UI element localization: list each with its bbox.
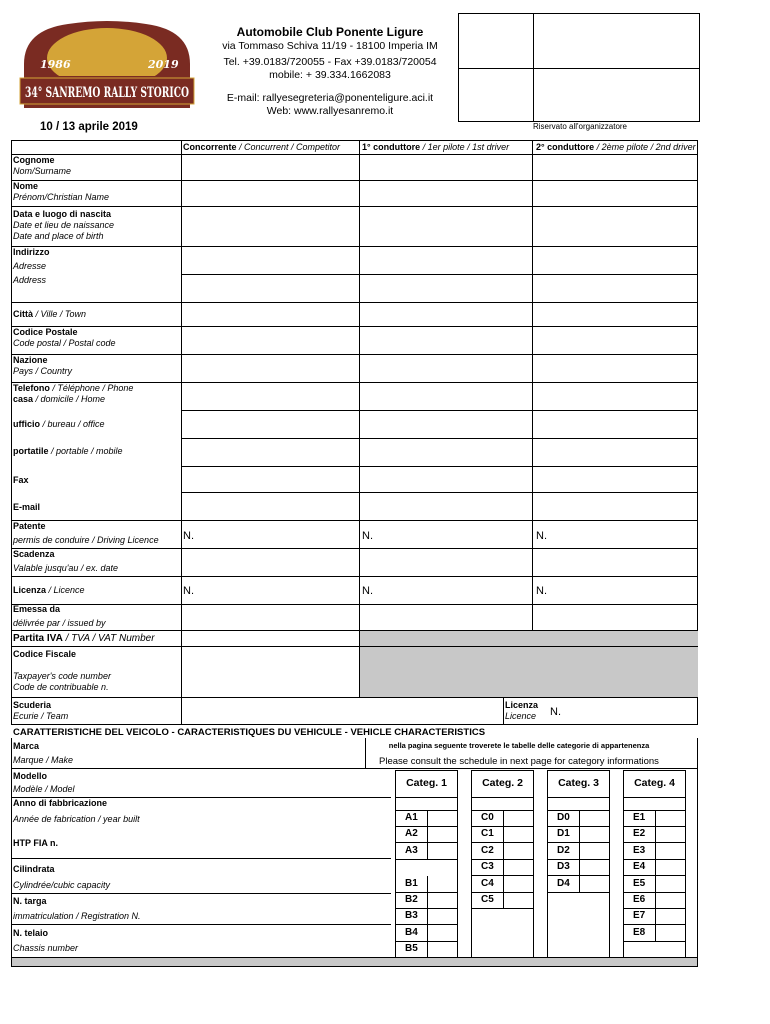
category-checkbox[interactable]: [503, 892, 504, 908]
label-country: Nazione Pays / Country: [13, 355, 73, 376]
category-code: C2: [481, 845, 494, 856]
category-code: E4: [633, 861, 646, 872]
disabled-cell: [360, 631, 698, 646]
category-checkbox[interactable]: [427, 941, 428, 957]
category-checkbox[interactable]: [503, 876, 504, 892]
category-code: C5: [481, 894, 494, 905]
label-vat: Partita IVA / TVA / VAT Number: [13, 633, 155, 644]
vehicle-section-title: CARATTERISTICHE DEL VEICOLO - CARACTERISTIQUES DU VEHICULE - VEHICLE CHARACTERISTICS: [13, 727, 486, 738]
category-code: E1: [633, 812, 646, 823]
category-code: D3: [557, 861, 570, 872]
category-checkbox[interactable]: [427, 908, 428, 924]
row-divider: [547, 892, 610, 893]
row-divider: [623, 941, 686, 942]
row-divider: [181, 274, 698, 275]
column-header-competitor: Concorrente / Concurrent / Competitor: [183, 142, 341, 152]
category-checkbox[interactable]: [579, 843, 580, 859]
label-issued-by: Emessa da délivrée par / issued by: [13, 604, 106, 628]
label-address: Indirizzo Adresse Address: [13, 247, 50, 285]
category-code: B1: [405, 878, 418, 889]
licence-number-prefix: N.: [536, 585, 547, 597]
label-chassis: N. telaio Chassis number: [13, 928, 79, 953]
category-checkbox[interactable]: [655, 826, 656, 842]
category-checkbox[interactable]: [655, 876, 656, 892]
label-team: Scuderia Ecurie / Team: [13, 700, 69, 721]
category-checkbox[interactable]: [579, 826, 580, 842]
category-checkbox[interactable]: [503, 826, 504, 842]
footer-bar: [11, 957, 698, 967]
row-divider: [11, 893, 391, 894]
category-checkbox[interactable]: [655, 892, 656, 908]
club-name: Automobile Club Ponente Ligure: [236, 25, 424, 39]
category-code: D1: [557, 828, 570, 839]
row-divider: [11, 180, 698, 181]
category-code: C1: [481, 828, 494, 839]
category-code: E2: [633, 828, 646, 839]
category-code: C4: [481, 878, 494, 889]
column-divider: [532, 140, 533, 697]
licence-number-prefix: N.: [183, 530, 194, 542]
category-code: B2: [405, 894, 418, 905]
row-divider: [471, 908, 534, 909]
category-code: E6: [633, 894, 646, 905]
category-checkbox[interactable]: [579, 859, 580, 875]
row-divider: [11, 858, 391, 859]
club-mobile: mobile: + 39.334.1662083: [269, 69, 391, 81]
category-note-en: Please consult the schedule in next page for category informations: [379, 756, 659, 767]
label-tax-code: Codice Fiscale Taxpayer's code number Code de contribuable n.: [13, 649, 111, 692]
reserved-box: [458, 13, 700, 122]
logo-year-end: 2019: [148, 58, 179, 71]
category-checkbox[interactable]: [655, 908, 656, 924]
category-checkbox[interactable]: [655, 859, 656, 875]
category-checkbox[interactable]: [503, 859, 504, 875]
category-checkbox[interactable]: [503, 810, 504, 826]
category-code: C0: [481, 812, 494, 823]
row-divider: [181, 410, 698, 411]
label-email: E-mail: [13, 502, 41, 512]
row-divider: [395, 859, 458, 860]
row-divider: [11, 697, 698, 698]
divider: [459, 68, 699, 69]
logo-year-start: 1986: [40, 58, 71, 71]
category-header: Categ. 1: [406, 777, 447, 789]
column-header-driver1: 1° conduttore / 1er pilote / 1st driver: [362, 142, 510, 152]
row-divider: [11, 206, 698, 207]
category-checkbox[interactable]: [427, 925, 428, 941]
label-postal-code: Codice Postale Code postal / Postal code: [13, 327, 116, 348]
column-divider: [181, 697, 182, 725]
row-divider: [181, 466, 698, 467]
column-divider: [503, 697, 504, 725]
category-checkbox[interactable]: [579, 876, 580, 892]
row-divider: [547, 797, 610, 798]
category-code: D2: [557, 845, 570, 856]
category-checkbox[interactable]: [655, 810, 656, 826]
disabled-cell: [360, 647, 698, 697]
category-checkbox[interactable]: [427, 826, 428, 842]
category-checkbox[interactable]: [579, 810, 580, 826]
category-checkbox[interactable]: [503, 843, 504, 859]
label-registration: N. targa immatriculation / Registration N.: [13, 896, 141, 921]
team-licence-number-prefix: N.: [550, 706, 561, 718]
logo-title: 34° SANREMO RALLY STORICO: [25, 85, 190, 101]
category-code: D0: [557, 812, 570, 823]
label-phone: Telefono / Téléphone / Phone casa / domicile / Home: [13, 383, 134, 404]
row-divider: [11, 768, 698, 769]
category-checkbox[interactable]: [427, 843, 428, 859]
category-code: B3: [405, 910, 418, 921]
licence-number-prefix: N.: [536, 530, 547, 542]
label-driving-licence: Patente permis de conduire / Driving Licence: [13, 521, 159, 545]
category-code: D4: [557, 878, 570, 889]
category-checkbox[interactable]: [655, 843, 656, 859]
category-code: B4: [405, 927, 418, 938]
column-divider: [359, 140, 360, 697]
category-checkbox[interactable]: [655, 925, 656, 941]
label-expiry: Scadenza Valable jusqu'au / ex. date: [13, 549, 118, 573]
label-birth: Data e luogo di nascita Date et lieu de naissance Date and place of birth: [13, 209, 115, 241]
category-header: Categ. 3: [558, 777, 599, 789]
row-divider: [181, 438, 698, 439]
licence-number-prefix: N.: [362, 530, 373, 542]
label-mobile: portatile / portable / mobile: [13, 446, 123, 456]
category-code: E5: [633, 878, 646, 889]
row-divider: [11, 604, 698, 605]
reserved-label: Riservato all'organizzatore: [532, 122, 627, 131]
event-date: 10 / 13 aprile 2019: [40, 121, 138, 133]
label-model: Modello Modèle / Model: [13, 771, 75, 794]
row-divider: [623, 797, 686, 798]
row-divider: [395, 797, 458, 798]
category-code: A3: [405, 845, 418, 856]
label-fax: Fax: [13, 475, 29, 485]
row-divider: [11, 797, 391, 798]
row-divider: [11, 354, 698, 355]
licence-number-prefix: N.: [362, 585, 373, 597]
column-divider: [365, 738, 366, 768]
row-divider: [11, 302, 698, 303]
category-code: A1: [405, 812, 418, 823]
column-divider: [181, 140, 182, 697]
row-divider: [11, 154, 698, 155]
label-surname: Cognome Nom/Surname: [13, 155, 72, 176]
sanremo-rally-logo: [18, 20, 196, 112]
label-capacity: Cilindrata Cylindrée/cubic capacity: [13, 864, 111, 890]
category-code: E8: [633, 927, 646, 938]
row-divider: [11, 924, 391, 925]
category-code: E3: [633, 845, 646, 856]
column-header-driver2: 2° conduttore / 2ème pilote / 2nd driver: [536, 142, 696, 152]
label-htp: HTP FIA n.: [13, 838, 58, 848]
club-phone-fax: Tel. +39.0183/720055 - Fax +39.0183/720054: [223, 56, 437, 68]
category-note: nella pagina seguente troverete le tabelle delle categorie di appartenenza: [388, 741, 650, 750]
licence-number-prefix: N.: [183, 585, 194, 597]
label-make: Marca Marque / Make: [13, 741, 74, 765]
label-name: Nome Prénom/Christian Name: [13, 181, 110, 202]
row-divider: [471, 797, 534, 798]
club-address: via Tommaso Schiva 11/19 - 18100 Imperia IM: [222, 40, 438, 52]
label-city: Città / Ville / Town: [13, 309, 87, 319]
label-licence: Licenza / Licence: [13, 585, 85, 595]
category-header: Categ. 2: [482, 777, 523, 789]
label-team-licence: Licenza Licence: [505, 700, 539, 721]
category-checkbox[interactable]: [427, 892, 428, 908]
club-web: Web: www.rallyesanremo.it: [266, 105, 394, 117]
club-email: E-mail: rallyesegreteria@ponenteligure.aci.it: [226, 92, 434, 104]
category-checkbox[interactable]: [427, 810, 428, 826]
category-checkbox[interactable]: [427, 876, 428, 892]
label-year-built: Anno di fabbricazione Année de fabrication / year built: [13, 798, 140, 824]
row-divider: [395, 957, 458, 958]
category-code: A2: [405, 828, 418, 839]
row-divider: [11, 724, 698, 725]
row-divider: [181, 492, 698, 493]
category-code: E7: [633, 910, 646, 921]
row-divider: [11, 246, 698, 247]
category-code: C3: [481, 861, 494, 872]
label-office: ufficio / bureau / office: [13, 419, 105, 429]
category-header: Categ. 4: [634, 777, 675, 789]
category-code: B5: [405, 943, 418, 954]
